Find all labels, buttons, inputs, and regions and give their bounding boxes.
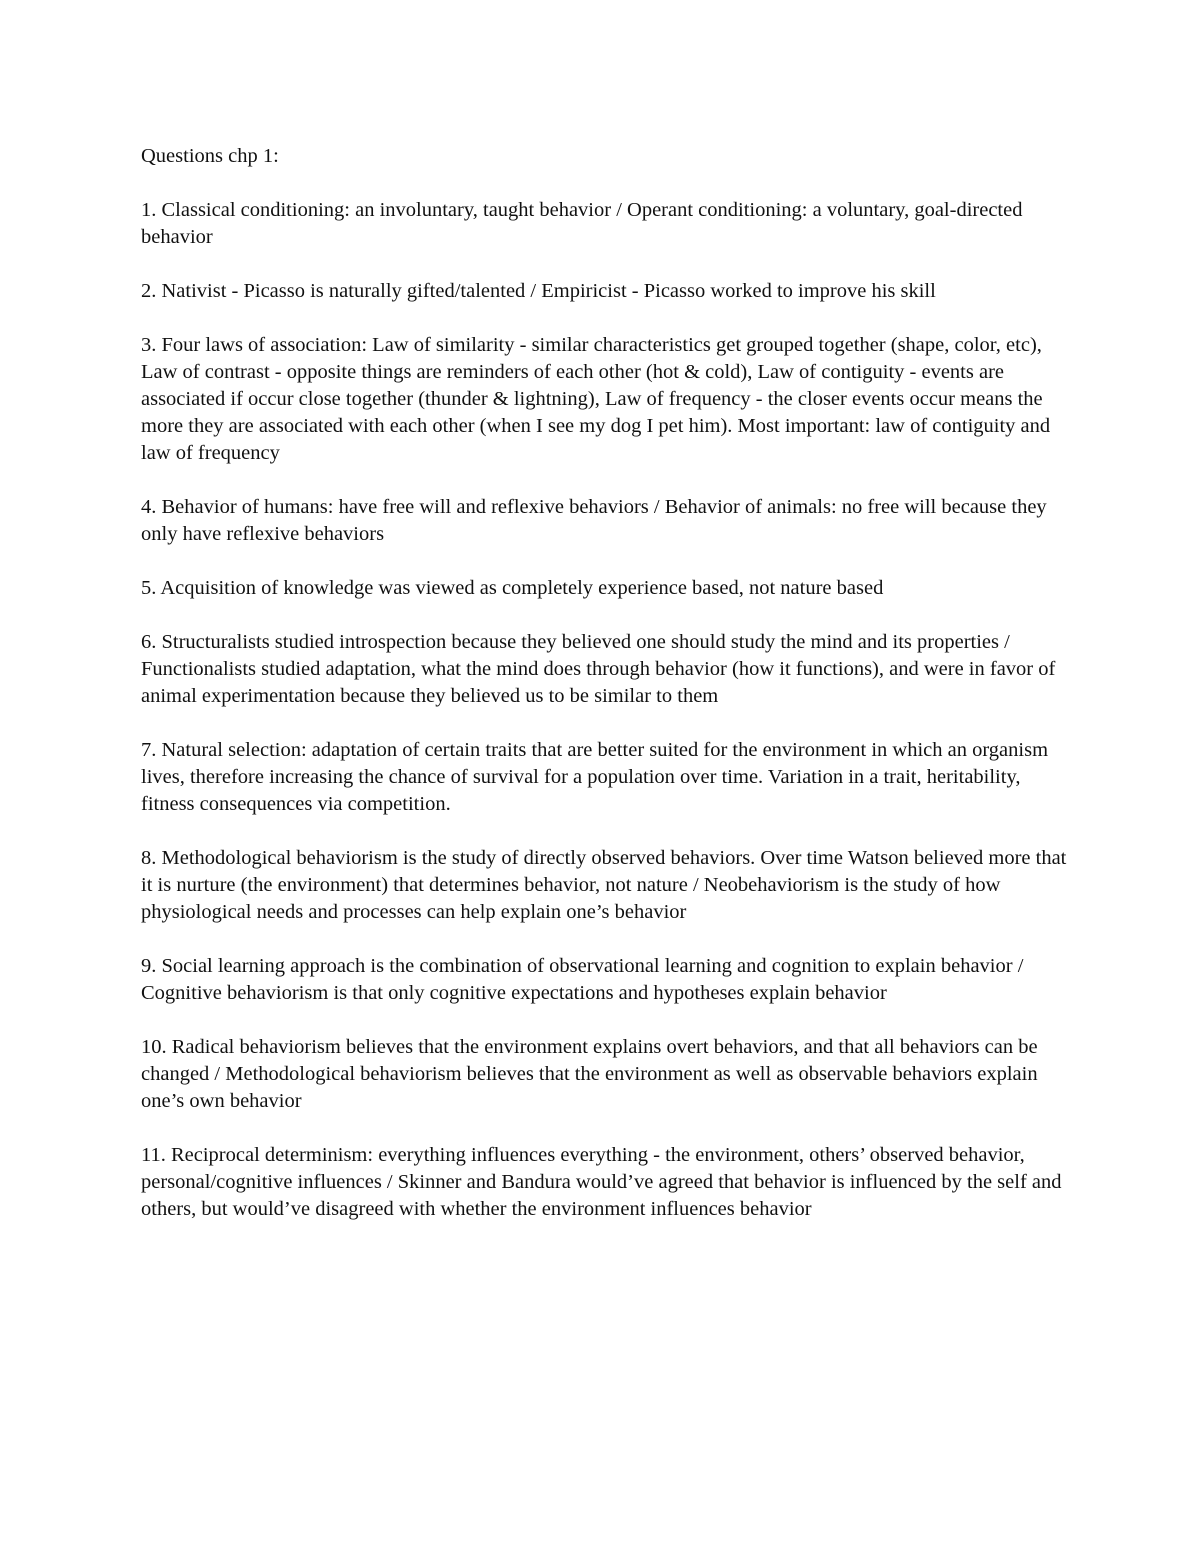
answer-10: 10. Radical behaviorism believes that the environment explains overt behaviors, and that all behaviors can be changed / Methodological behaviorism believes that the environment as well as observable behaviors explain one’s own behavior [141, 1036, 1038, 1112]
document-title: Questions chp 1: [141, 145, 279, 167]
answer-2: 2. Nativist - Picasso is naturally gifted/talented / Empiricist - Picasso worked to improve his skill [141, 280, 936, 302]
answer-8: 8. Methodological behaviorism is the study of directly observed behaviors. Over time Watson believed more that it is nurture (the environment) that determines behavior, not nature / Neobehaviorism is the study of how physiological needs and processes can help explain one’s behavior [141, 847, 1067, 923]
answer-9: 9. Social learning approach is the combination of observational learning and cognition to explain behavior / Cognitive behaviorism is that only cognitive expectations and hypotheses explain behavior [141, 955, 1024, 1004]
answer-7: 7. Natural selection: adaptation of certain traits that are better suited for the environment in which an organism lives, therefore increasing the chance of survival for a population over time. Variation in a trait, heritability, fitness consequences via competition. [141, 739, 1049, 815]
answer-4: 4. Behavior of humans: have free will and reflexive behaviors / Behavior of animals: no free will because they only have reflexive behaviors [141, 496, 1047, 545]
answer-list [141, 197, 1071, 1223]
answer-3: 3. Four laws of association: Law of similarity - similar characteristics get grouped together (shape, color, etc), Law of contrast - opposite things are reminders of each other (hot & cold), Law of contiguity - events are associated if occur close together (thunder & lightning), Law of frequency - the closer events occur means the more they are associated with each other (when I see my dog I pet him). Most important: law of contiguity and law of frequency [141, 334, 1051, 464]
answer-6: 6. Structuralists studied introspection because they believed one should study the mind and its properties / Functionalists studied adaptation, what the mind does through behavior (how it functions), and were in favor of animal experimentation because they believed us to be similar to them [141, 631, 1056, 707]
answer-5: 5. Acquisition of knowledge was viewed as completely experience based, not nature based [141, 577, 884, 599]
answer-11: 11. Reciprocal determinism: everything influences everything - the environment, others’ observed behavior, personal/cognitive influences / Skinner and Bandura would’ve agreed that behavior is influenced by the self and others, but would’ve disagreed with whether the environment influences behavior [141, 1144, 1062, 1220]
document-body [141, 143, 1071, 1250]
answer-1: 1. Classical conditioning: an involuntary, taught behavior / Operant conditioning: a voluntary, goal-directed behavior [141, 199, 1023, 248]
